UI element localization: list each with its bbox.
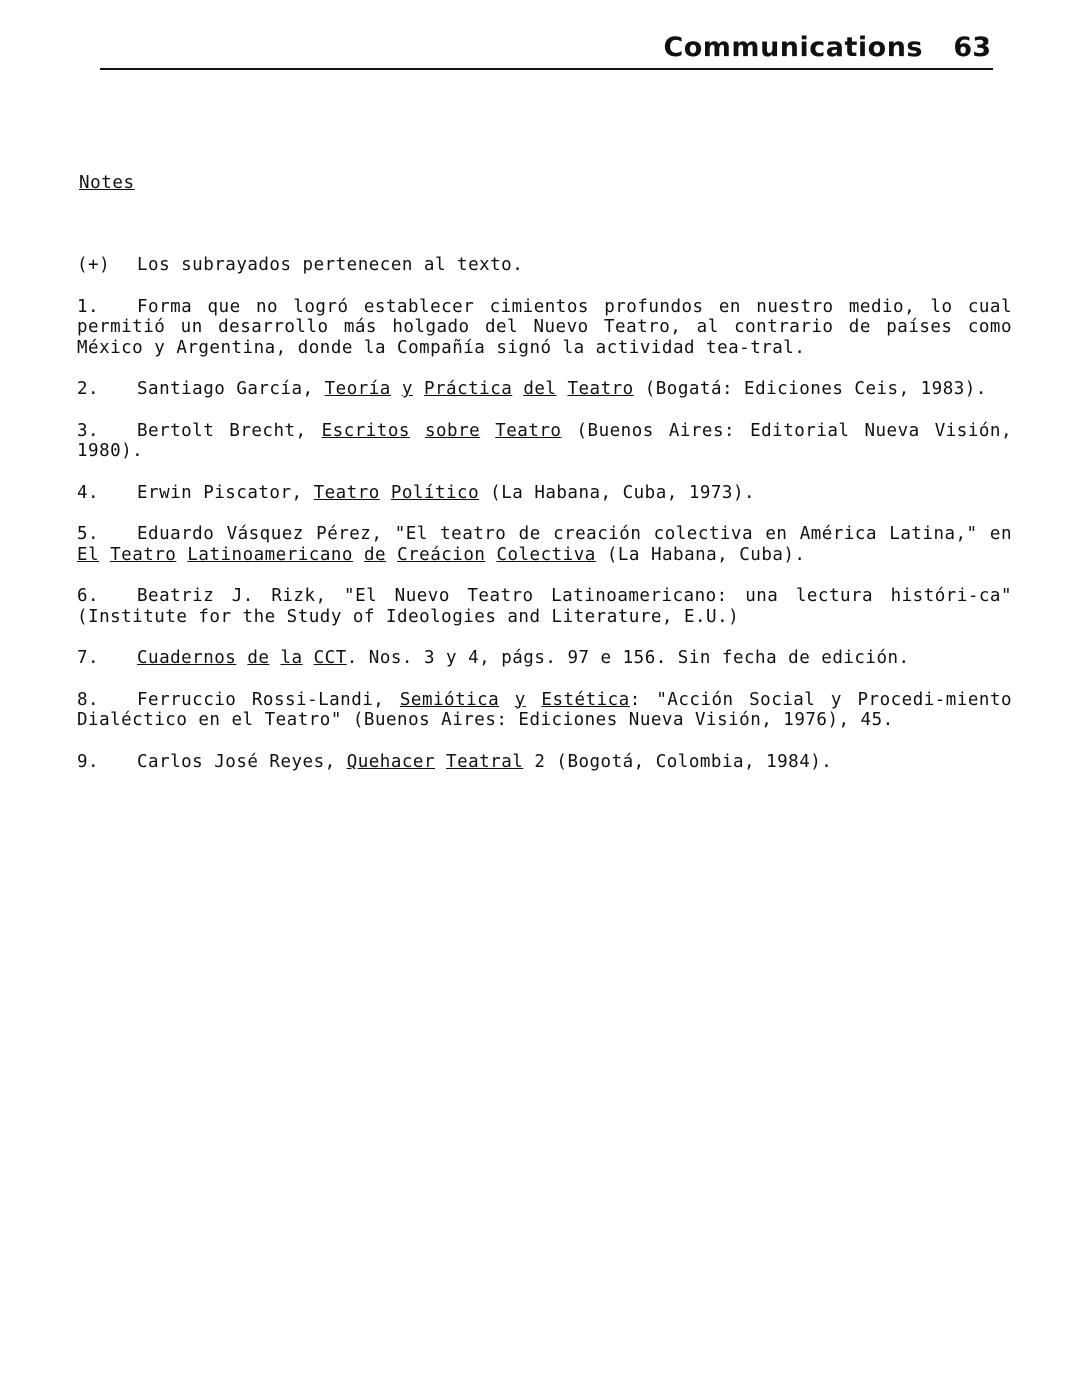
title-text: Teatro <box>495 420 562 441</box>
title-text: y <box>514 689 526 710</box>
note-text: (Bogatá: Ediciones Ceis, 1983). <box>633 379 987 399</box>
note-text: Bertolt Brecht, <box>137 420 322 441</box>
note-text: : "Acción Social y Procedi-miento Dialéctico en el Teatro" (Buenos Aires: Ediciones Nueva Visión, 1976), 45. <box>77 689 1013 730</box>
note-3 <box>77 421 1012 462</box>
title-text: El <box>77 544 100 565</box>
title-text: Teoría <box>324 379 391 399</box>
note-text: (La Habana, Cuba). <box>595 544 806 565</box>
title-text: Teatro <box>567 379 634 399</box>
space <box>485 545 496 565</box>
title-text: Creácion <box>397 544 486 565</box>
title-text: Político <box>390 482 480 503</box>
space <box>176 545 187 565</box>
note-text: 2 (Bogotá, Colombia, 1984). <box>523 751 833 772</box>
note-text: (Buenos Aires: Editorial Nueva Visión, 1980). <box>77 420 1012 461</box>
page-number: 63 <box>953 32 991 63</box>
note-text: Santiago García, <box>137 379 325 399</box>
space <box>380 483 391 503</box>
title-text: del <box>523 379 557 399</box>
space <box>480 421 495 441</box>
note-number: 2. <box>77 379 100 399</box>
space <box>391 379 402 399</box>
notes-heading: Notes <box>79 173 135 193</box>
note-4 <box>77 483 1012 504</box>
note-5 <box>77 524 1012 565</box>
title-text: sobre <box>424 420 481 441</box>
note-7 <box>77 648 1012 669</box>
note-text: Forma que no logró establecer cimientos profundos en nuestro medio, lo cual permitió un desarrollo más holgado del Nuevo Teatro, al contrario de países como México y Argentina, donde la Compañía signó la actividad tea-tral. <box>77 296 1012 358</box>
space <box>303 648 314 668</box>
title-text: Teatro <box>313 482 380 503</box>
title-text: CCT <box>313 648 347 668</box>
space <box>236 648 247 668</box>
title-text: Teatro <box>110 544 177 565</box>
note-text: (La Habana, Cuba, 1973). <box>479 482 756 503</box>
note-text: Erwin Piscator, <box>137 482 314 503</box>
space <box>556 379 567 399</box>
space <box>512 379 523 399</box>
space <box>413 379 424 399</box>
space <box>499 690 515 710</box>
space <box>410 421 425 441</box>
title-text: de <box>247 648 270 668</box>
note-number: (+) <box>77 255 111 275</box>
note-number: 4. <box>77 482 100 503</box>
title-text: Cuadernos <box>137 648 237 668</box>
space <box>353 545 364 565</box>
title-text: Quehacer <box>346 751 435 772</box>
note-number: 1. <box>77 296 100 317</box>
space <box>526 690 542 710</box>
notes-list <box>77 255 1012 772</box>
note-number: 7. <box>77 648 100 668</box>
note-number: 9. <box>77 751 100 772</box>
note-2 <box>77 379 1012 400</box>
title-text: Escritos <box>321 420 410 441</box>
note-text: Ferruccio Rossi-Landi, <box>137 689 400 710</box>
space <box>386 545 397 565</box>
note-1 <box>77 297 1012 359</box>
note-number: 3. <box>77 420 100 441</box>
space <box>99 545 110 565</box>
title-text: y <box>401 379 413 399</box>
title-text: Estética <box>541 689 630 710</box>
note-9 <box>77 752 1012 773</box>
note-text: Beatriz J. Rizk, "El Nuevo Teatro Latinoamericano: una lectura históri-ca" (Institute for the Study of Ideologies and Literature, E.U.) <box>77 586 1012 627</box>
note-plus <box>77 255 1012 276</box>
title-text: Colectiva <box>496 544 596 565</box>
running-header <box>100 30 993 70</box>
title-text: la <box>280 648 303 668</box>
note-number: 5. <box>77 524 100 544</box>
title-text: Práctica <box>423 379 513 399</box>
title-text: de <box>363 544 387 565</box>
note-number: 8. <box>77 689 100 710</box>
journal-title: Communications <box>663 32 923 63</box>
space <box>269 648 280 668</box>
title-text: Semiótica <box>399 689 500 710</box>
space <box>435 752 446 772</box>
note-text: . Nos. 3 y 4, págs. 97 e 156. Sin fecha de edición. <box>346 648 910 668</box>
note-text: Los subrayados pertenecen al texto. <box>137 255 524 275</box>
title-text: Teatral <box>446 751 524 772</box>
note-text: Carlos José Reyes, <box>137 751 347 772</box>
note-text: Eduardo Vásquez Pérez, "El teatro de creación colectiva en América Latina," en <box>137 524 1012 544</box>
note-6 <box>77 586 1012 627</box>
note-8 <box>77 690 1012 731</box>
title-text: Latinoamericano <box>187 544 353 565</box>
note-number: 6. <box>77 586 100 606</box>
